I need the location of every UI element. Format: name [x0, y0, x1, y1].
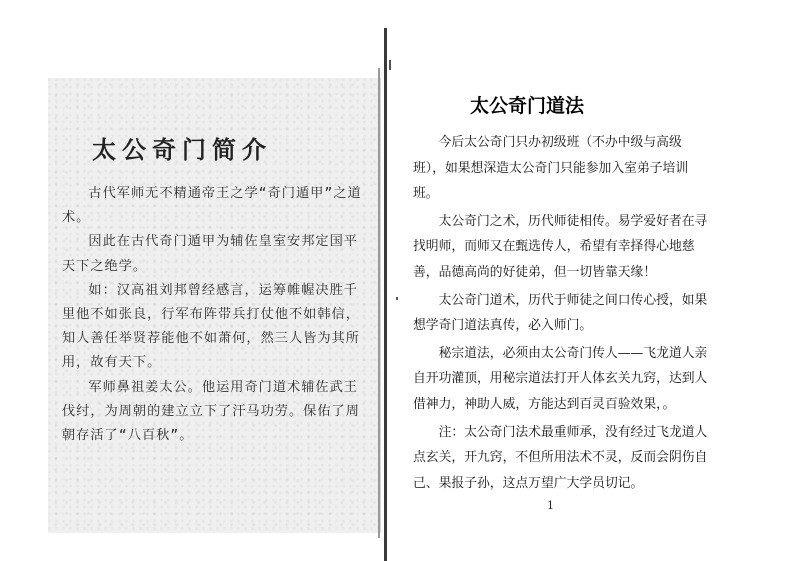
book-spine [384, 28, 387, 561]
right-page-body [413, 130, 709, 498]
left-page-title: 太公奇门简介 [92, 136, 272, 164]
right-paragraph: 今后太公奇门只办初级班（不办中级与高级班），如果想深造太公奇门只能参加入室弟子培训班。 [413, 135, 689, 202]
right-paragraph: 秘宗道法，必须由太公奇门传人——飞龙道人亲自开功灌顶，用秘宗道法打开人体玄关九窍，达到人借神力，神助人威，方能达到百灵百验效果，。 [413, 345, 708, 412]
left-page-body [62, 182, 362, 448]
scan-speck [389, 60, 391, 70]
right-paragraph: 太公奇门道术，历代于师徒之间口传心授，如果想学奇门道法真传，必入师门。 [413, 292, 708, 334]
right-paragraph: 太公奇门之术，历代师徒相传。易学爱好者在寻找明师，而师又在甄选传人，希望有幸择得心地慈善，品德高尚的好徒弟，但一切皆靠天缘！ [413, 213, 708, 280]
left-paragraph: 因此在古代奇门遁甲为辅佐皇室安邦定国平天下之绝学。 [62, 234, 358, 274]
left-paragraph: 如：汉高祖刘邦曾经感言，运筹帷幄决胜千里他不如张良，行军布阵带兵打仗他不如韩信，知人善任举贤荐能他不如萧何，然三人皆为其所用，故有天下。 [62, 282, 360, 371]
scan-speck [396, 297, 398, 300]
left-paragraph: 军师鼻祖姜太公。他运用奇门道术辅佐武王伐纣，为周朝的建立立下了汗马功劳。保佑了周朝存活了“八百秋”。 [62, 379, 360, 444]
left-paragraph: 古代军师无不精通帝王之学“奇门遁甲”之道术。 [62, 186, 362, 226]
right-paragraph: 注：太公奇门法术最重师承，没有经过飞龙道人点玄关，开九窍，不但所用法术不灵，反而会阴伤自己、果报子孙，这点万望广大学员切记。 [413, 424, 708, 491]
page-number: 1 [547, 499, 554, 512]
left-page-edge [378, 68, 380, 538]
right-page-title: 太公奇门道法 [470, 95, 585, 117]
